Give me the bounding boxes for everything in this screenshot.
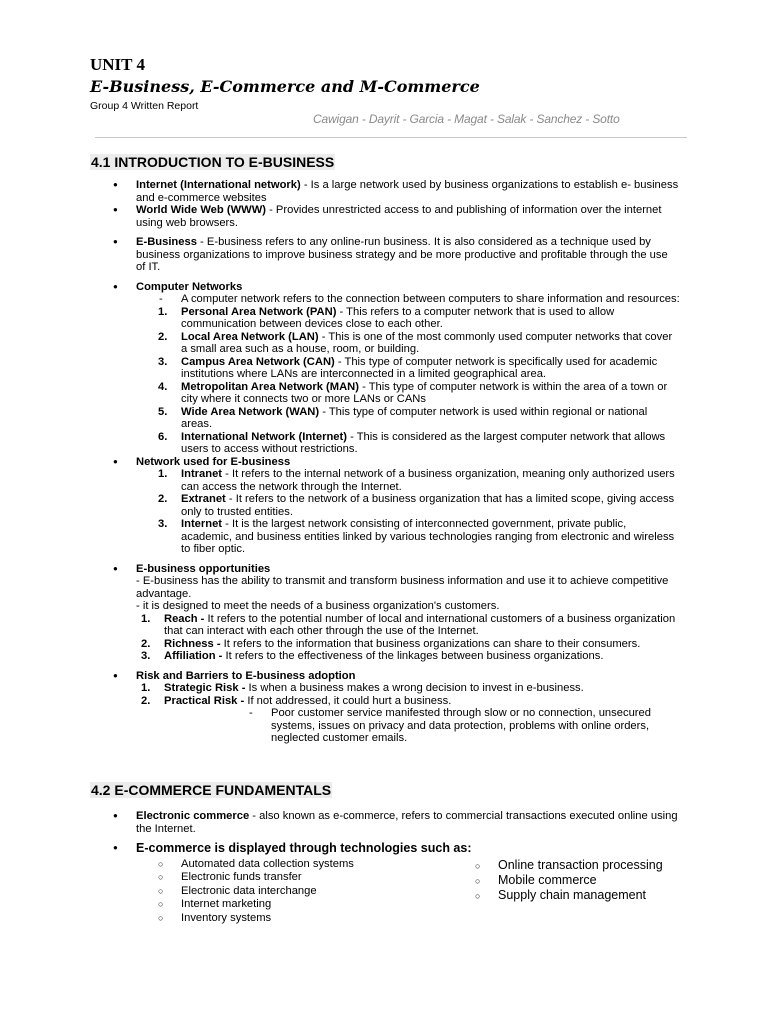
list-item: 1. Personal Area Network (PAN) - This refers to a computer network that is used to allow communication between devices close to each other. [158, 305, 615, 330]
list-item: 1. Reach - It refers to the potential number of local and international customers of a business organization that can interact with each other through the use of the Internet. [141, 612, 676, 637]
list-item: 3. Campus Area Network (CAN) - This type of computer network is specifically used for academic institutions where LANs are interconnected in a limited geographical area. [158, 355, 658, 380]
unit-heading: UNIT 4 [90, 55, 145, 74]
definition: - Is a large network used by business organizations to establish e- business and e-commerce websites [136, 179, 679, 204]
term: World Wide Web (WWW) [136, 204, 266, 216]
list-item: 2. Practical Risk - If not addressed, it could hurt a business. [141, 694, 452, 707]
list-item: ○ Automated data collection systems [158, 858, 358, 872]
list-item: 2. Richness - It refers to the information that business organizations can share to their consumers. [141, 637, 641, 650]
section-4-1-body [0, 179, 768, 745]
networks-intro: - A computer network refers to the connection between computers to share information and resources: [0, 293, 768, 306]
technology-list-right [475, 858, 695, 903]
list-item: ○ Online transaction processing [475, 858, 695, 873]
section-4-2-body [0, 810, 768, 948]
technology-list-left [158, 858, 358, 926]
list-item: 1. Intranet - It refers to the internal network of a business organization, meaning only authorized users can access the network through the Internet. [158, 468, 675, 493]
list-item: ○ Internet marketing [158, 898, 358, 912]
bullet-computer-networks: ● Computer Networks [0, 281, 768, 294]
section-heading-4-1: 4.1 INTRODUCTION TO E-BUSINESS [91, 154, 335, 170]
definition: - Provides unrestricted access to and publishing of information over the internet using web browsers. [136, 204, 662, 229]
list-item: 2. Local Area Network (LAN) - This is one of the most commonly used computer networks that cover a small area such as a house, room, or building. [158, 330, 673, 355]
list-item: ○ Mobile commerce [475, 873, 695, 888]
opportunities-line: - E-business has the ability to transmit and transform business information and use it to achieve competitive advantage. [136, 575, 669, 600]
list-item: 3. Affiliation - It refers to the effectiveness of the linkages between business organizations. [141, 650, 604, 662]
term: E-Business [136, 236, 197, 248]
technology-list [0, 858, 768, 948]
definition: - E-business refers to any online-run business. It is also considered as a technique used by business organizations to improve business strategy and be more productive and profitable through the use of IT. [136, 236, 668, 273]
list-item: ○ Electronic funds transfer [158, 871, 358, 885]
definition: - also known as e-commerce, refers to commercial transactions executed online using the Internet. [136, 810, 678, 835]
bullet-risks: ● Risk and Barriers to E-business adoption [0, 670, 768, 683]
document-title: E-Business, E-Commerce and M-Commerce [90, 77, 480, 96]
list-item: 1. Strategic Risk - Is when a business makes a wrong decision to invest in e-business. [141, 682, 584, 694]
list-item: 2. Extranet - It refers to the network of a business organization that has a limited scope, giving access only to trusted entities. [158, 493, 675, 518]
report-subtitle: Group 4 Written Report [90, 100, 199, 112]
bullet-www [0, 204, 768, 229]
list-item: 5. Wide Area Network (WAN) - This type of computer network is used within regional or national areas. [158, 405, 648, 430]
bullet-internet [0, 179, 768, 204]
bullet-technologies: ● E-commerce is displayed through technologies such as: [0, 842, 768, 855]
opportunities-line: - it is designed to meet the needs of a business organization's customers. [136, 600, 500, 612]
bullet-network-used: ● Network used for E-business [0, 456, 768, 469]
list-item: ○ Supply chain management [475, 888, 695, 903]
term: Electronic commerce [136, 810, 250, 822]
risk-detail: - Poor customer service manifested through slow or no connection, unsecured systems, issues on privacy and data protection, problems with online orders, neglected customer emails. [0, 707, 768, 745]
bullet-opportunities: ● E-business opportunities [0, 563, 768, 576]
list-item: 3. Internet - It is the largest network consisting of interconnected government, private public, academic, and business entities linked by various technologies ranging from electronic and wireless to fiber optic. [158, 518, 675, 555]
list-item: ○ Inventory systems [158, 912, 358, 926]
list-item: 6. International Network (Internet) - This is considered as the largest computer network that allows users to access without restrictions. [158, 430, 666, 455]
bullet-ecommerce [0, 810, 768, 835]
header-divider [95, 137, 687, 138]
section-heading-4-2: 4.2 E-COMMERCE FUNDAMENTALS [91, 782, 332, 798]
list-item: 4. Metropolitan Area Network (MAN) - This type of computer network is within the area of a town or city where it connects two or more LANs or CANs [158, 380, 668, 405]
list-item: ○ Electronic data interchange [158, 885, 358, 899]
term: Internet (International network) [136, 179, 301, 191]
bullet-ebusiness [0, 236, 768, 274]
author-list: Cawigan - Dayrit - Garcia - Magat - Salak - Sanchez - Sotto [313, 112, 620, 126]
